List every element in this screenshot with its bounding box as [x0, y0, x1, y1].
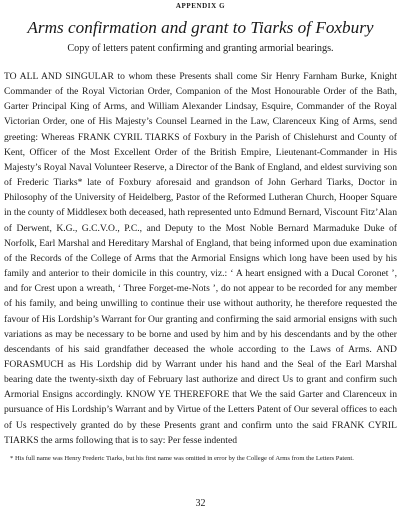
document-title: Arms confirmation and grant to Tiarks of Foxbury: [27, 18, 374, 37]
document-subtitle: Copy of letters patent confirming and granting armorial bearings.: [67, 43, 334, 54]
body-section: [4, 69, 397, 448]
body-paragraph: TO ALL AND SINGULAR to whom these Presents shall come Sir Henry Farnham Burke, Knight Commander of the Royal Victorian Order, Companion of the Most Honourable Order of the Bath, Garter Principal King of Arms, and William Alexander Lindsay, Esquire, Commander of the Royal Victorian Order, one of His Majesty’s Counsel Learned in the Law, Clarenceux King of Arms, send greeting: Whereas FRANK CYRIL TIARKS of Foxbury in the Parish of Chislehurst and County of Kent, Officer of the Most Excellent Order of the British Empire, Lieutenant-Commander in His Majesty’s Royal Naval Volunteer Reserve, a Director of the Bank of England, and eldest surviving son of Frederic Tiarks* late of Foxbury aforesaid and grandson of John Gerhard Tiarks, Doctor in Philosophy of the University of Heidelberg, Pastor of the Reformed Lutheran Church, Hooper Square in the county of Middlesex both deceased, hath represented unto Edmund Bernard, Viscount Fitz’Alan of Derwent, K.G., G.C.V.O., P.C., and Deputy to the Most Noble Bernard Marmaduke Duke of Norfolk, Earl Marshal and Hereditary Marshal of England, that being informed upon due examination of the Records of the College of Arms that the Armorial Ensigns which long have been used by his family and anterior to their domicile in this country, viz.: ‘ A heart ensigned with a Ducal Coronet ’, and for Crest upon a wreath, ‘ Three Forget-me-Nots ’, do not appear to be recorded for any member of his family, and being unwilling to continue their use without authority, he therefore requested the favour of His Lordship’s Warrant for Our granting and confirming the said armorial ensigns with such variations as may be necessary to be borne and used by him and by his descendants and by the other descendants of his said grandfather deceased the whole according to the Laws of Arms. AND FORASMUCH as His Lordship did by Warrant under his hand and the Seal of the Earl Marshal bearing date the twenty-sixth day of February last authorize and direct Us to grant and confirm such Armorial Ensigns accordingly. KNOW YE THEREFORE that We the said Garter and Clarenceux in pursuance of His Lordship’s Warrant and by Virtue of the Letters Patent of Our several offices to each of Us respectively granted do by these Presents grant and confirm unto the said FRANK CYRIL TIARKS the arms following that is to say: Per fesse indented: [4, 71, 397, 446]
running-head: APPENDIX G: [175, 2, 226, 10]
page-number: 32: [195, 498, 206, 509]
footnote: * His full name was Henry Frederic Tiarks, but his first name was omitted in error by the College of Arms from the Letters Patent.: [10, 454, 354, 462]
document-page: [4, 0, 397, 516]
